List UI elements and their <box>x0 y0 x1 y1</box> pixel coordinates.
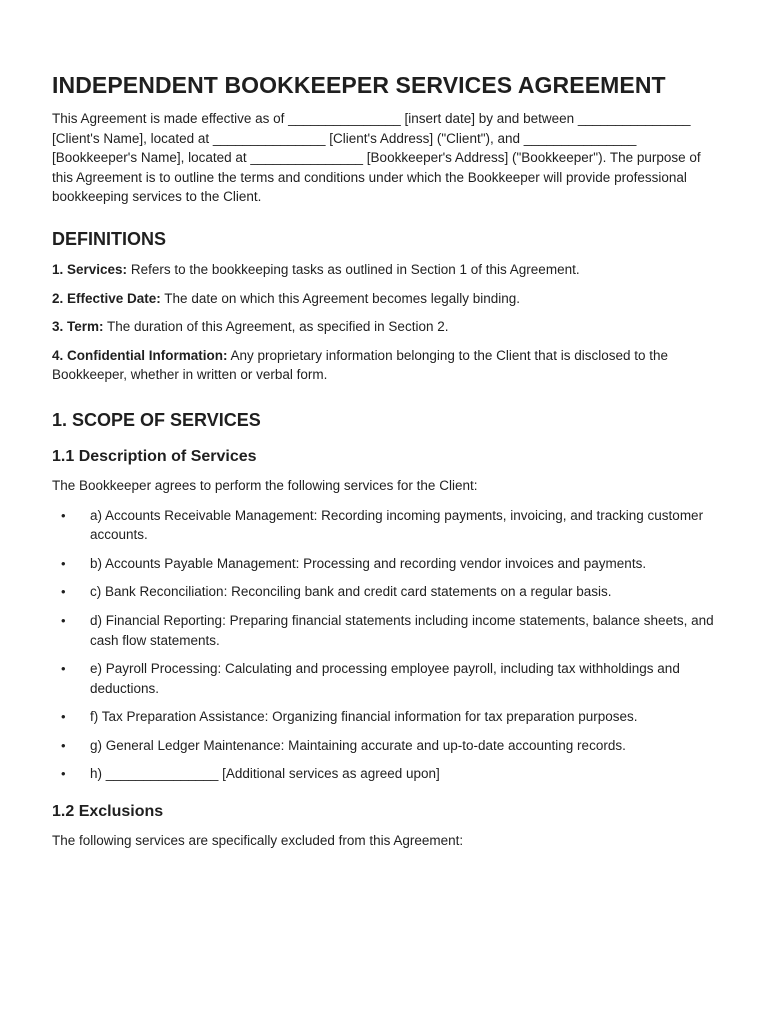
list-item-text: a) Accounts Receivable Management: Recording incoming payments, invoicing, and tracking customer accounts. <box>90 507 704 543</box>
document-title: INDEPENDENT BOOKKEEPER SERVICES AGREEMENT <box>52 72 666 98</box>
services-list <box>52 506 722 785</box>
bullet-icon: • <box>61 661 66 677</box>
definition-term: 3. Term: <box>52 319 104 335</box>
list-item <box>52 736 722 756</box>
definition-item <box>52 317 722 337</box>
list-item-text: e) Payroll Processing: Calculating and processing employee payroll, including tax withholdings and deductions. <box>90 661 680 696</box>
list-item-text: h) _______________ [Additional services as agreed upon] <box>90 766 440 782</box>
definition-text: The date on which this Agreement becomes legally binding. <box>160 290 521 306</box>
intro-paragraph: This Agreement is made effective as of _______________ [insert date] by and between _______________ [Client's Name], located at _______________ [Client's Address] ("Client"), and _______________ [Bookkeeper's Name], located at _______________ [Bookkeeper's Address] ("Bookkeeper"). The purpose of this Agreement is to outline the terms and conditions under which the Bookkeeper will provide professional bookkeeping services to the Client. <box>52 111 701 205</box>
list-item <box>52 506 722 545</box>
exclusions-heading: 1.2 Exclusions <box>52 803 164 821</box>
bullet-icon: • <box>61 555 66 571</box>
scope-heading: 1. SCOPE OF SERVICES <box>52 409 261 430</box>
exclusions-lead: The following services are specifically excluded from this Agreement: <box>52 833 464 849</box>
bullet-icon: • <box>61 584 66 600</box>
definition-term: 4. Confidential Information: <box>52 347 228 363</box>
definition-text: Refers to the bookkeeping tasks as outlined in Section 1 of this Agreement. <box>127 261 580 277</box>
list-item <box>52 764 722 784</box>
list-item <box>52 659 722 698</box>
document-page <box>52 68 722 851</box>
definition-term: 2. Effective Date: <box>52 290 161 306</box>
list-item-text: c) Bank Reconciliation: Reconciling bank and credit card statements on a regular basis. <box>90 584 612 600</box>
list-item-text: g) General Ledger Maintenance: Maintaining accurate and up-to-date accounting records. <box>90 737 626 753</box>
list-item <box>52 707 722 727</box>
list-item-text: f) Tax Preparation Assistance: Organizing financial information for tax preparation purposes. <box>90 709 638 725</box>
bullet-icon: • <box>61 737 66 753</box>
definitions-heading: DEFINITIONS <box>52 228 167 249</box>
description-heading: 1.1 Description of Services <box>52 447 257 465</box>
definition-term: 1. Services: <box>52 261 128 277</box>
list-item <box>52 582 722 602</box>
definition-item <box>52 289 722 309</box>
bullet-icon: • <box>61 612 66 628</box>
list-item <box>52 611 722 650</box>
definition-text: The duration of this Agreement, as specified in Section 2. <box>103 319 449 335</box>
definition-item <box>52 260 722 280</box>
description-lead: The Bookkeeper agrees to perform the following services for the Client: <box>52 477 478 493</box>
definition-text: Any proprietary information belonging to the Client that is disclosed to the Bookkeeper, whether in written or verbal form. <box>52 347 669 383</box>
definition-item <box>52 346 722 385</box>
bullet-icon: • <box>61 766 66 782</box>
bullet-icon: • <box>61 507 66 523</box>
bullet-icon: • <box>61 709 66 725</box>
list-item <box>52 554 722 574</box>
list-item-text: d) Financial Reporting: Preparing financial statements including income statements, balance sheets, and cash flow statements. <box>90 612 714 648</box>
list-item-text: b) Accounts Payable Management: Processing and recording vendor invoices and payments. <box>90 555 647 571</box>
